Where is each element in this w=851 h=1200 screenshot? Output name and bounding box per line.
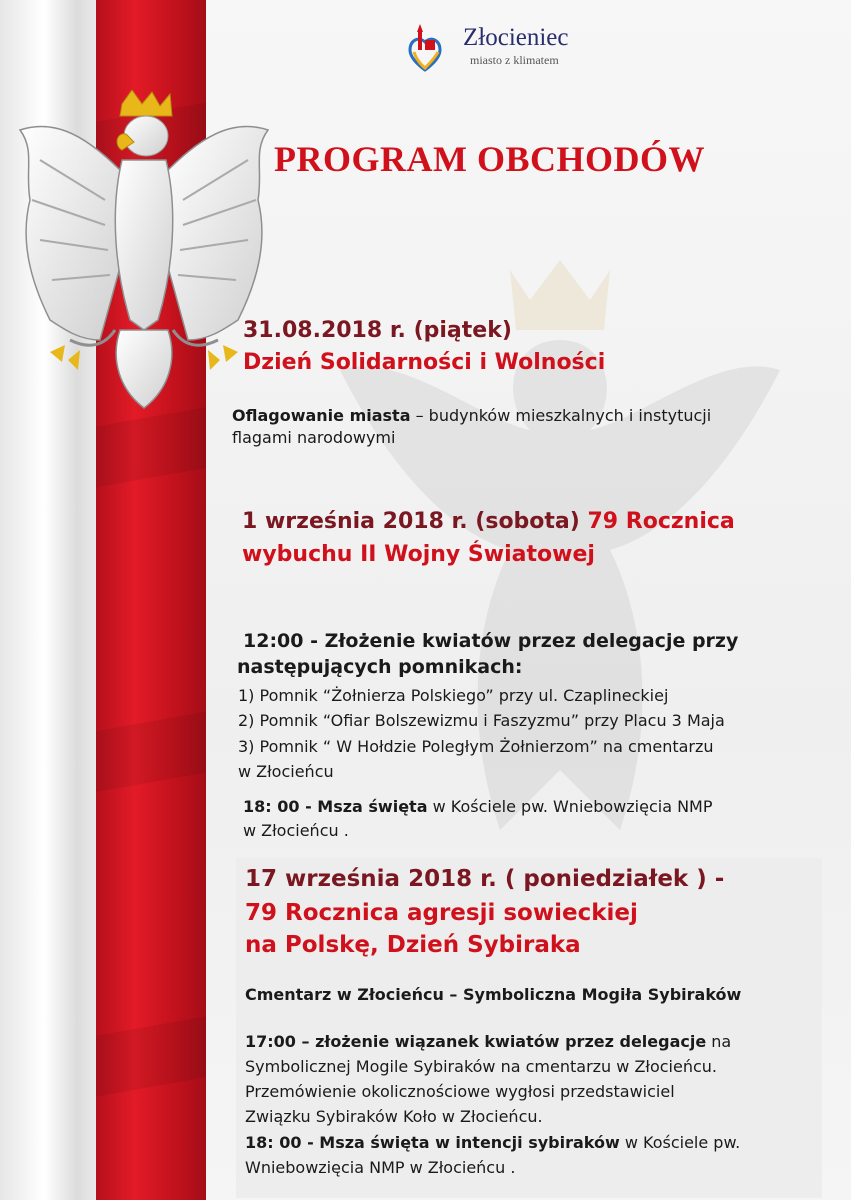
section2-date: 1 września 2018 r. (sobota) xyxy=(242,509,588,534)
section3-place: Cmentarz w Złocieńcu – Symboliczna Mogiła Sybiraków xyxy=(245,985,742,1004)
section3-event1-line3: Przemówienie okolicznościowe wygłosi przedstawiciel xyxy=(245,1082,675,1101)
section1-item-line2: flagami narodowymi xyxy=(232,428,396,447)
section3-name-line2: na Polskę, Dzień Sybiraka xyxy=(245,932,581,958)
section3-event1-bold: 17:00 – złożenie wiązanek kwiatów przez delegacje xyxy=(245,1032,707,1051)
section3-event1-line1 xyxy=(245,1031,731,1053)
section3-event1-line4: Związku Sybiraków Koło w Złocieńcu. xyxy=(245,1107,543,1126)
section3-event1-line2: Symbolicznej Mogile Sybiraków na cmentarzu w Złocieńcu. xyxy=(245,1057,717,1076)
logo-name: Złocieniec xyxy=(463,24,569,51)
section3-event2-rest: w Kościele pw. xyxy=(619,1133,741,1152)
section1-date: 31.08.2018 r. (piątek) xyxy=(243,318,512,343)
section1-item-rest: – budynków mieszkalnych i instytucji xyxy=(410,406,712,425)
section3-event2-line2: Wniebowzięcia NMP w Złocieńcu . xyxy=(245,1158,516,1177)
white-eagle-emblem-icon xyxy=(10,90,275,410)
monument-item-2: 2) Pomnik “Ofiar Bolszewizmu i Faszyzmu” przy Placu 3 Maja xyxy=(238,711,725,730)
section3-event2-bold: 18: 00 - Msza święta w intencji sybiraków xyxy=(245,1133,620,1152)
section2-event1-time: 12:00 - Złożenie kwiatów przez delegacje przy xyxy=(243,630,739,652)
section2-name-line2: wybuchu II Wojny Światowej xyxy=(242,542,595,567)
section2-event2-line2: w Złocieńcu . xyxy=(243,821,349,840)
page-title: PROGRAM OBCHODÓW xyxy=(274,139,705,179)
section1-item-bold: Oflagowanie miasta xyxy=(232,406,411,425)
section3-event1-rest: na xyxy=(706,1032,732,1051)
section3-date: 17 września 2018 r. ( poniedziałek ) - xyxy=(245,866,725,892)
section3-name-line1: 79 Rocznica agresji sowieckiej xyxy=(245,900,638,926)
logo-tagline: miasto z klimatem xyxy=(470,53,559,67)
section2-event2-bold: 18: 00 - Msza święta xyxy=(243,797,428,816)
section2-event2-rest: w Kościele pw. Wniebowzięcia NMP xyxy=(427,797,713,816)
section1-item-line1 xyxy=(232,405,711,427)
monument-item-3-cont: w Złocieńcu xyxy=(238,762,334,781)
section2-event1-line2: następujących pomnikach: xyxy=(237,656,523,678)
section2-heading-line1 xyxy=(242,509,735,534)
section2-name-part1: 79 Rocznica xyxy=(587,509,735,534)
section3-event2-line1 xyxy=(245,1132,740,1154)
section2-event2-line1 xyxy=(243,796,713,818)
monument-item-1: 1) Pomnik “Żołnierza Polskiego” przy ul. Czaplineckiej xyxy=(238,686,669,705)
section1-name: Dzień Solidarności i Wolności xyxy=(243,350,606,375)
monument-item-3: 3) Pomnik “ W Hołdzie Poległym Żołnierzom” na cmentarzu xyxy=(238,737,714,756)
